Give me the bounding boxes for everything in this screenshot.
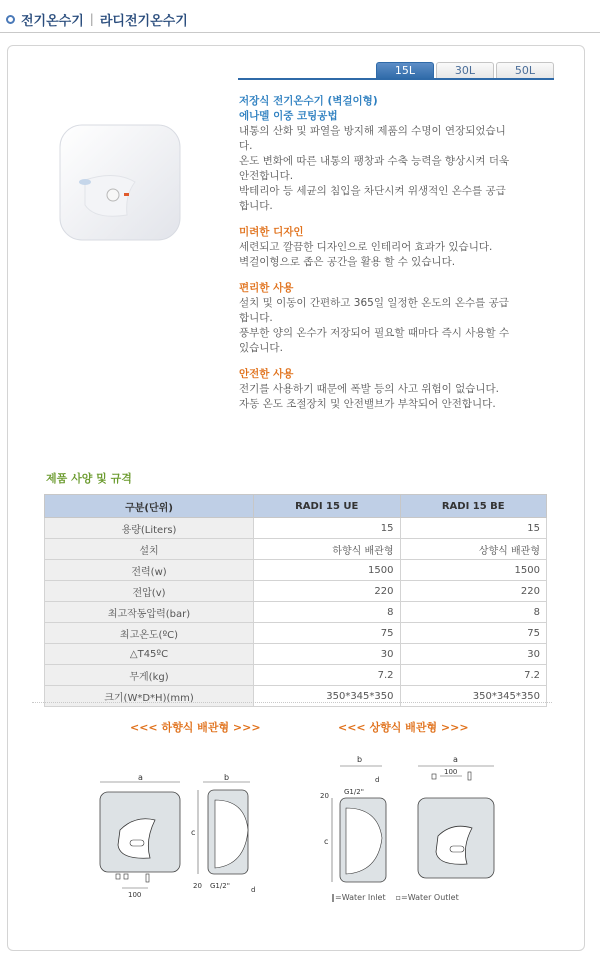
spec-row-label: 설치 [45,539,254,560]
dim-label-c: c [324,837,329,846]
spec-row-value: 15 [254,518,401,539]
tab-30l[interactable]: 30L [436,62,494,79]
dim-label-g: G1/2" [344,788,364,796]
spec-row-value: 1500 [400,560,547,581]
spec-row-label: 무게(kg) [45,665,254,686]
spec-row-value: 220 [400,581,547,602]
dim-label-a: a [453,755,458,764]
dim-label-b: b [357,755,363,764]
tab-50l[interactable]: 50L [496,62,554,79]
spec-row-value: 15 [400,518,547,539]
dim-label-20: 20 [320,792,329,800]
spec-row-value: 350*345*350 [254,686,401,707]
description-subheading: 에나멜 이중 코팅공법 [239,110,338,122]
spec-row [45,644,547,665]
water-outlet-legend: ▫=Water Outlet [395,893,459,902]
spec-row [45,518,547,539]
design-heading: 미려한 디자인 [239,226,304,238]
safety-text: 자동 온도 조절장치 및 안전밸브가 부착되어 안전합니다. [239,398,496,410]
use-text: 풍부한 양의 온수가 저장되어 필요할 때마다 즉시 사용할 수 있습니다. [239,327,510,354]
tab-underline [238,78,554,80]
spec-row-label: 크기(W*D*H)(mm) [45,686,254,707]
description-text: 내통의 산화 및 파열을 방지해 제품의 수명이 연장되었습니다. [239,125,506,152]
spec-row [45,539,547,560]
spec-row [45,686,547,707]
spec-row-value: 7.2 [400,665,547,686]
description-text: 박테리아 등 세균의 침입을 차단시켜 위생적인 온수를 공급합니다. [239,185,506,212]
product-description [239,94,511,423]
use-heading: 편리한 사용 [239,282,294,294]
spec-row-value: 1500 [254,560,401,581]
spec-title: 제품 사양 및 규격 [46,472,132,485]
tab-15l[interactable]: 15L [376,62,434,79]
water-inlet-legend: ‖=Water Inlet [331,893,386,902]
header-divider [0,32,600,33]
spec-row-value: 상향식 배관형 [400,539,547,560]
spec-row [45,602,547,623]
spec-row [45,581,547,602]
spec-row-label: △T45ºC [45,644,254,665]
spec-table [44,494,547,707]
dim-label-b: b [224,773,230,782]
spec-row-value: 30 [400,644,547,665]
dim-label-d: d [251,886,256,894]
spec-row-value: 8 [400,602,547,623]
spec-row-value: 8 [254,602,401,623]
spec-row-value: 220 [254,581,401,602]
spec-row [45,623,547,644]
safety-heading: 안전한 사용 [239,368,294,380]
description-text: 온도 변화에 따른 내통의 팽창과 수축 능력을 향상시켜 더욱 안전합니다. [239,155,510,182]
description-heading: 저장식 전기온수기 (벽걸이형) [239,95,378,107]
spec-row-value: 7.2 [254,665,401,686]
spec-row-value: 하향식 배관형 [254,539,401,560]
section-divider [32,702,552,703]
design-text: 벽걸이형으로 좁은 공간을 활용 할 수 있습니다. [239,256,456,268]
dim-label-100: 100 [444,768,458,776]
spec-header-be: RADI 15 BE [400,495,547,518]
spec-row-label: 전압(v) [45,581,254,602]
spec-row [45,560,547,581]
spec-row [45,665,547,686]
spec-row-label: 최고온도(ºC) [45,623,254,644]
spec-row-value: 75 [400,623,547,644]
page-subtitle: 라디전기온수기 [99,13,188,29]
safety-text: 전기를 사용하기 때문에 폭발 등의 사고 위험이 없습니다. [239,383,499,395]
diagram-right-title: <<< 상향식 배관형 >>> [338,721,469,734]
inlet-marker-icon: ‖ [331,893,335,902]
spec-row-value: 350*345*350 [400,686,547,707]
circle-bullet-icon [6,15,15,24]
spec-row-value: 75 [254,623,401,644]
design-text: 세련되고 깔끔한 디자인으로 인테리어 효과가 있습니다. [239,241,493,253]
spec-row-value: 30 [254,644,401,665]
outlet-marker-icon: ▫ [395,893,402,902]
dim-label-c: c [191,828,196,837]
water-heater-image [55,120,185,250]
page-header [6,8,188,30]
spec-header-ue: RADI 15 UE [254,495,401,518]
dim-label-g: G1/2" [210,882,230,890]
use-text: 설치 및 이동이 간편하고 365일 일정한 온도의 온수를 공급합니다. [239,297,509,324]
spec-row-label: 전력(w) [45,560,254,581]
dim-label-d: d [375,776,380,784]
upward-piping-diagram [312,752,512,892]
dim-label-a: a [138,773,143,782]
diagram-left-title: <<< 하향식 배관형 >>> [130,721,261,734]
capacity-tabs [376,62,554,79]
diagram-legend [331,893,459,902]
spec-header-category: 구분(단위) [45,495,254,518]
spec-row-label: 최고작동압력(bar) [45,602,254,623]
title-separator: | [89,12,94,26]
downward-piping-diagram [90,770,270,900]
page-title: 전기온수기 [21,13,84,29]
dim-label-20: 20 [193,882,202,890]
dim-label-100: 100 [128,891,142,899]
spec-row-label: 용량(Liters) [45,518,254,539]
